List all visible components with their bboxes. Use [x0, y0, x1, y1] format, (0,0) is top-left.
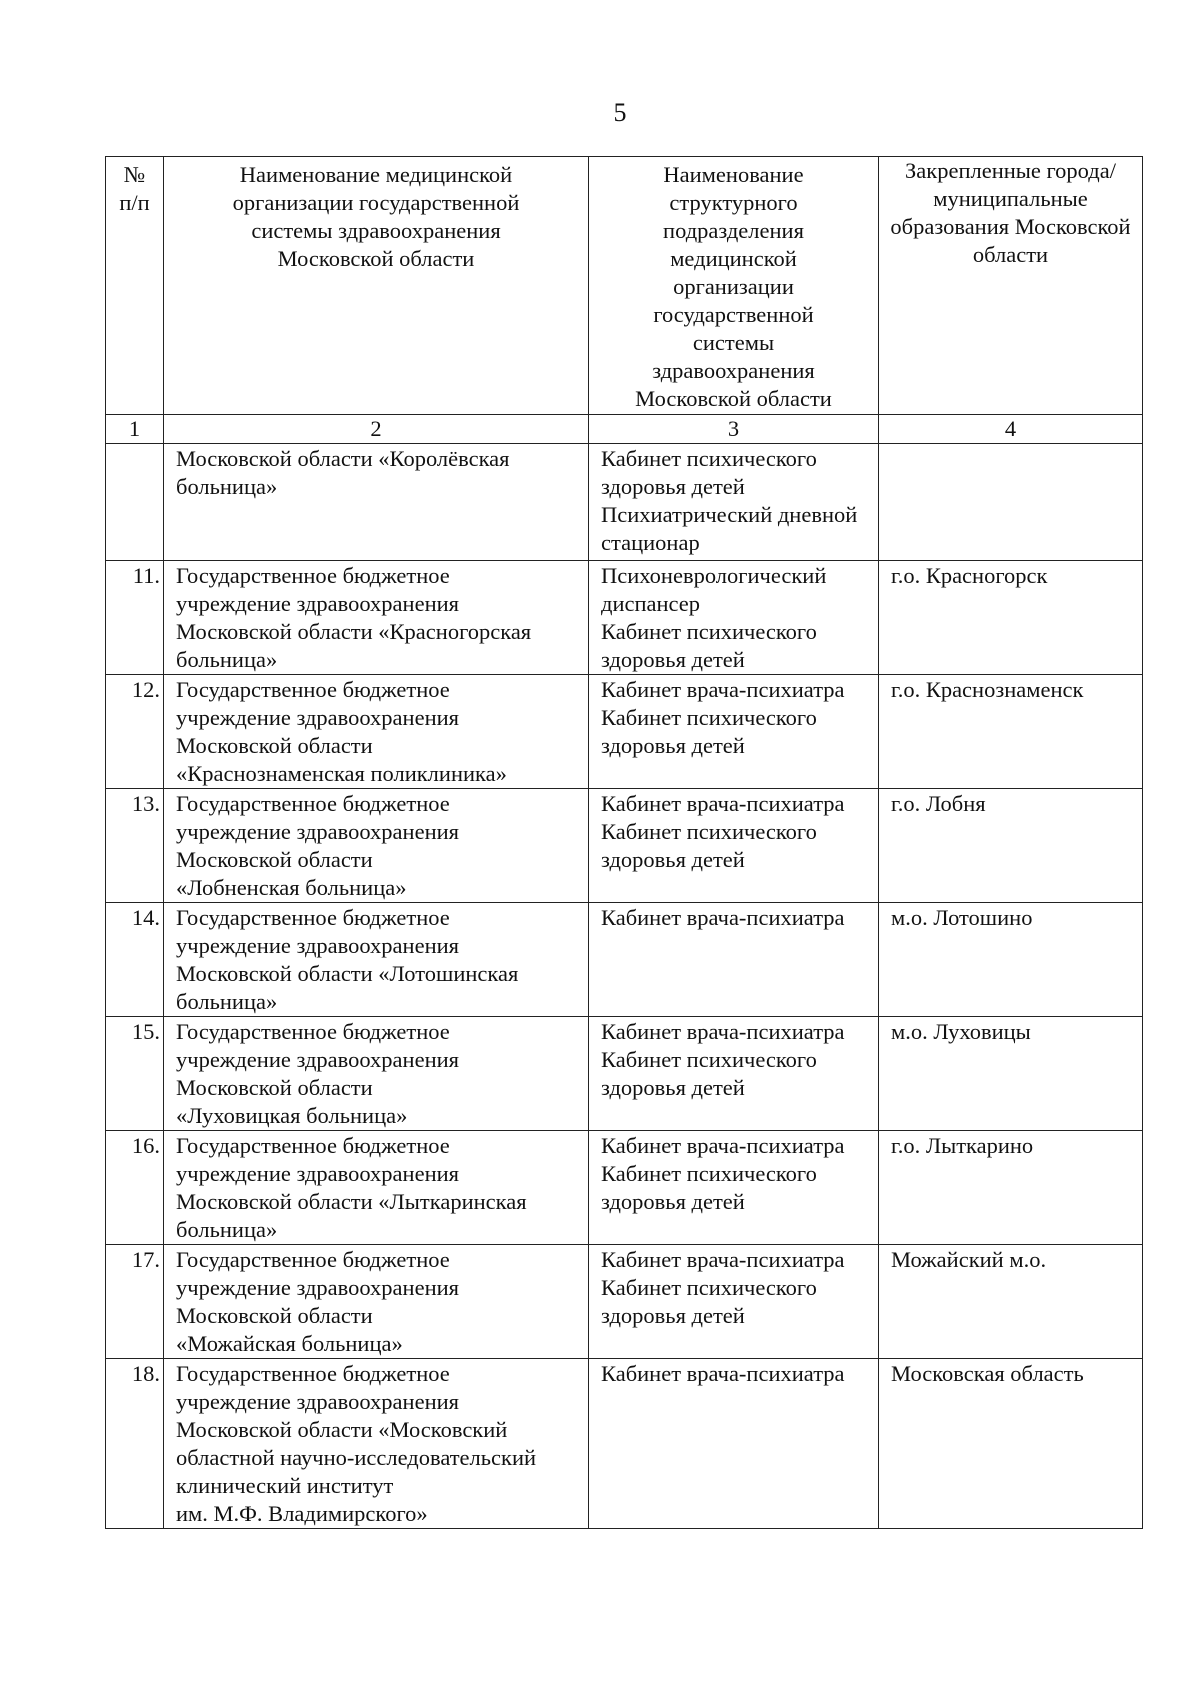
row-number: 15.	[106, 1017, 164, 1131]
table-row	[106, 789, 1143, 903]
table-row	[106, 1131, 1143, 1245]
page-number: 5	[613, 98, 627, 127]
table-row	[106, 675, 1143, 789]
table-row	[106, 1359, 1143, 1529]
table-row	[106, 561, 1143, 675]
organization-name: Государственное бюджетное учреждение здравоохранения Московской области «Красногорская больница»	[164, 561, 589, 675]
territory	[879, 444, 1143, 561]
column-number: 1	[106, 415, 164, 444]
column-number: 2	[164, 415, 589, 444]
header-territory: Закрепленные города/муниципальные образования Московской области	[879, 157, 1143, 415]
organization-name: Государственное бюджетное учреждение здравоохранения Московской области «Лотошинская больница»	[164, 903, 589, 1017]
table-row	[106, 903, 1143, 1017]
structural-unit: Кабинет врача-психиатра	[601, 1361, 845, 1386]
structural-unit: Кабинет врача-психиатра	[601, 1133, 845, 1158]
structural-unit: Кабинет врача-психиатра	[601, 1247, 845, 1272]
structural-units	[589, 1017, 879, 1131]
organizations-table	[105, 156, 1143, 1529]
structural-unit: Кабинет врача-психиатра	[601, 1019, 845, 1044]
organization-name: Государственное бюджетное учреждение здравоохранения Московской области «Краснознаменская поликлиника»	[164, 675, 589, 789]
row-number: 17.	[106, 1245, 164, 1359]
organization-name: Государственное бюджетное учреждение здравоохранения Московской области «Можайская больница»	[164, 1245, 589, 1359]
structural-units	[589, 675, 879, 789]
organization-name: Государственное бюджетное учреждение здравоохранения Московской области «Луховицкая больница»	[164, 1017, 589, 1131]
territory: Московская область	[879, 1359, 1143, 1529]
structural-unit: Кабинет врача-психиатра	[601, 905, 845, 930]
organization-name: Московской области «Королёвская больница»	[164, 444, 589, 561]
row-number: 12.	[106, 675, 164, 789]
organization-name: Государственное бюджетное учреждение здравоохранения Московской области «Московский областной научно-исследовательский клинический институт им. М.Ф. Владимирского»	[164, 1359, 589, 1529]
row-number: 14.	[106, 903, 164, 1017]
row-number	[106, 444, 164, 561]
territory: г.о. Лобня	[879, 789, 1143, 903]
table-body	[106, 444, 1143, 1529]
structural-unit: Кабинет психического здоровья детей	[601, 1047, 817, 1100]
structural-units	[589, 1359, 879, 1529]
structural-unit: Психоневрологический диспансер	[601, 563, 827, 616]
structural-unit: Психиатрический дневной стационар	[601, 502, 858, 555]
header-row	[106, 157, 1143, 415]
structural-units	[589, 1131, 879, 1245]
header-unit: Наименование структурного подразделения медицинской организации государственной системы здравоохранения Московской области	[589, 157, 879, 415]
structural-units	[589, 561, 879, 675]
structural-units	[589, 444, 879, 561]
territory: г.о. Лыткарино	[879, 1131, 1143, 1245]
table-row	[106, 444, 1143, 561]
row-number: 11.	[106, 561, 164, 675]
row-number: 18.	[106, 1359, 164, 1529]
table-row	[106, 1245, 1143, 1359]
column-number-row	[106, 415, 1143, 444]
territory: г.о. Краснознаменск	[879, 675, 1143, 789]
structural-unit: Кабинет психического здоровья детей	[601, 705, 817, 758]
structural-units	[589, 903, 879, 1017]
header-organization: Наименование медицинской организации государственной системы здравоохранения Московской области	[164, 157, 589, 415]
territory: м.о. Луховицы	[879, 1017, 1143, 1131]
structural-unit: Кабинет врача-психиатра	[601, 677, 845, 702]
territory: м.о. Лотошино	[879, 903, 1143, 1017]
structural-units	[589, 1245, 879, 1359]
row-number: 13.	[106, 789, 164, 903]
territory: Можайский м.о.	[879, 1245, 1143, 1359]
column-number: 4	[879, 415, 1143, 444]
table-row	[106, 1017, 1143, 1131]
organization-name: Государственное бюджетное учреждение здравоохранения Московской области «Лыткаринская больница»	[164, 1131, 589, 1245]
structural-unit: Кабинет психического здоровья детей	[601, 1275, 817, 1328]
structural-unit: Кабинет врача-психиатра	[601, 791, 845, 816]
organization-name: Государственное бюджетное учреждение здравоохранения Московской области «Лобненская больница»	[164, 789, 589, 903]
column-number: 3	[589, 415, 879, 444]
structural-unit: Кабинет психического здоровья детей	[601, 819, 817, 872]
structural-unit: Кабинет психического здоровья детей	[601, 446, 817, 499]
territory: г.о. Красногорск	[879, 561, 1143, 675]
row-number: 16.	[106, 1131, 164, 1245]
structural-unit: Кабинет психического здоровья детей	[601, 619, 817, 672]
structural-unit: Кабинет психического здоровья детей	[601, 1161, 817, 1214]
header-number: № п/п	[106, 157, 164, 415]
structural-units	[589, 789, 879, 903]
